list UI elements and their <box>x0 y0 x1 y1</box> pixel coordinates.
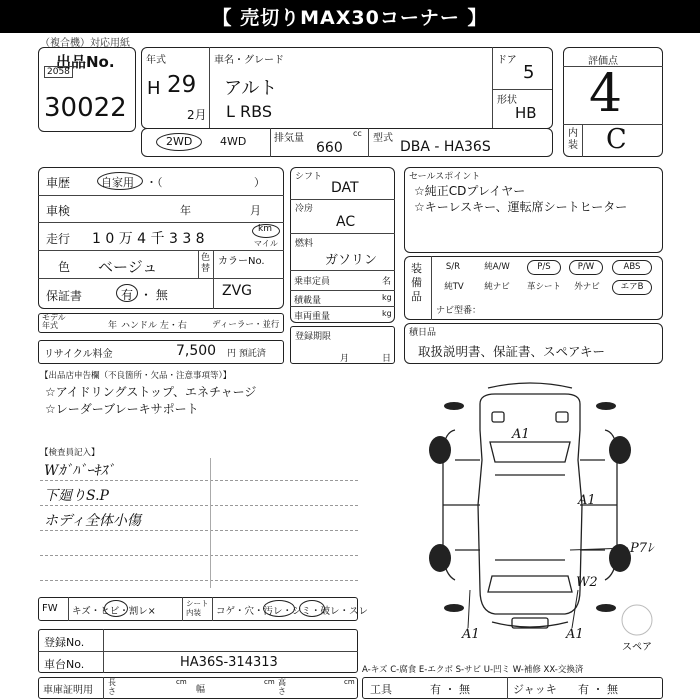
seat-shimi-circle <box>299 600 325 617</box>
inspector-line-3: ホディ全体小傷 <box>44 513 141 529</box>
drive-2wd: 2WD <box>166 135 193 148</box>
warranty-yes: 有 <box>121 288 134 302</box>
capacity-label: 乗車定員 <box>294 277 331 287</box>
chassis-label: 車台No. <box>44 658 85 671</box>
equip-airbag: エアB <box>612 280 652 295</box>
recycle-amount: 7,500 <box>176 343 217 359</box>
equip-ext-navi: 外ナビ <box>574 282 600 292</box>
type-label: 型式 <box>373 133 393 144</box>
banner-title: 【 売切りMAX30コーナー 】 <box>212 7 488 29</box>
mile-unit: マイル <box>254 239 278 248</box>
cert-cm-3: cm <box>344 678 355 686</box>
expiry-day: 日 <box>382 354 392 364</box>
warranty-label: 保証書 <box>46 289 83 303</box>
notes-label: 【出品店申告欄（不良箇所・欠品・注意事項等）】 <box>40 371 232 381</box>
year-value: 29 <box>167 72 197 98</box>
weight-label: 車両重量 <box>294 312 331 322</box>
year-label: 年式 <box>146 55 166 66</box>
cert-length: 長さ <box>108 678 116 696</box>
mark-w2: W2 <box>576 575 598 590</box>
chassis-value: HA36S-314313 <box>180 655 278 670</box>
model-type: DBA - HA36S <box>400 139 491 155</box>
era: H <box>147 78 161 99</box>
history-close: ） <box>254 176 265 189</box>
jack-value: 有 ・ 無 <box>578 683 618 696</box>
equip-abs: ABS <box>612 260 652 275</box>
sales-point-1: ☆純正CDプレイヤー <box>414 184 526 198</box>
score-label: 評価点 <box>588 56 618 67</box>
history-value: 自家用 <box>101 176 134 189</box>
mark-a1-side: A1 <box>578 493 596 508</box>
notes-line-2: ☆レーダーブレーキサポート <box>45 402 199 416</box>
fw-items: キズ・ヒビ・割レ× <box>72 606 156 617</box>
lot-label: 出品No. <box>56 53 115 71</box>
mark-p-rear: P7ﾚ <box>630 541 654 556</box>
expiry-label: 登録期限 <box>295 332 332 342</box>
cert-height: 高さ <box>278 678 286 696</box>
mark-a1-rear-right: A1 <box>566 627 584 642</box>
inspection-month: 月 <box>250 204 261 217</box>
color-change-label: 色替 <box>201 253 211 274</box>
compat-note: （複合機）対応用紙 <box>40 38 130 49</box>
shift-value: DAT <box>331 180 359 196</box>
interior-label: 内装 <box>568 128 578 151</box>
cert-label: 車庫証明用 <box>43 685 93 696</box>
navi-label: ナビ型番： <box>436 306 482 316</box>
grade: L RBS <box>226 102 272 121</box>
mileage-label: 走行 <box>46 232 71 246</box>
equip-navi: 純ナビ <box>484 282 510 292</box>
drive-box <box>141 128 553 157</box>
sales-label: セールスポイント <box>409 172 481 182</box>
drive-4wd: 4WD <box>220 135 247 148</box>
fw-label: FW <box>42 603 58 614</box>
capacity-unit: 名 <box>382 277 392 287</box>
mileage-value: 1 0 万 4 千 3 3 8 <box>92 231 205 247</box>
legend: A-キズ C-腐食 E-エクボ S-サビ U-凹ミ W-補修 XX-交換済 <box>362 665 584 675</box>
history-label: 車歴 <box>46 176 71 190</box>
mark-a1-rear-left: A1 <box>462 627 480 642</box>
displacement-label: 排気量 <box>274 133 304 144</box>
reg-label: 登録No. <box>44 636 85 649</box>
load-label: 積載量 <box>294 296 322 306</box>
sales-point-2: ☆キーレスキー、運転席シートヒーター <box>414 200 628 214</box>
color-no-value: ZVG <box>222 283 253 299</box>
recycle-label: リサイクル料金 <box>44 349 113 360</box>
color-no-label: カラーNo. <box>218 256 265 267</box>
cc-unit: cc <box>353 129 362 138</box>
inspection-year: 年 <box>180 204 191 217</box>
inspector-label: 【検査員記入】 <box>40 448 100 458</box>
car-diagram <box>400 380 675 655</box>
cert-cm-2: cm <box>264 678 275 686</box>
door-count: 5 <box>523 62 535 83</box>
displacement-value: 660 <box>316 140 343 156</box>
score-value: 4 <box>589 64 623 124</box>
ac-label: 冷房 <box>295 204 314 214</box>
name-label: 車名・グレード <box>214 55 284 66</box>
color-label: 色 <box>58 260 71 274</box>
equip-sr: S/R <box>445 262 461 272</box>
seat-label: シート内装 <box>186 599 209 617</box>
equip-pw: P/W <box>569 260 603 275</box>
lot-number: 30022 <box>44 93 127 123</box>
cert-cm-1: cm <box>176 678 187 686</box>
equip-alloy-wheel: 純A/W <box>484 262 510 272</box>
model-row-label: モデル年式 <box>42 313 66 330</box>
jack-label: ジャッキ <box>513 683 557 696</box>
history-extra: ・（ <box>146 176 163 189</box>
door-label: ドア <box>497 55 517 66</box>
recycle-unit: 円 預託済 <box>227 349 266 359</box>
interior-grade: C <box>606 124 627 155</box>
inspection-label: 車検 <box>46 204 71 218</box>
load-unit: kg <box>382 293 392 302</box>
fw-hibi-circle <box>104 600 128 617</box>
cert-width: 幅 <box>196 685 206 695</box>
accessories-value: 取扱説明書、保証書、スペアキー <box>418 344 606 359</box>
shape-value: HB <box>515 104 537 122</box>
handle: ハンドル 左・右 <box>121 321 187 331</box>
equip-tv: 純TV <box>444 282 464 292</box>
spare-label: スペア <box>622 642 652 653</box>
tools-label: 工具 <box>370 683 392 696</box>
km-unit: km <box>258 224 272 234</box>
ac-value: AC <box>336 214 356 230</box>
model-name: アルト <box>224 78 278 99</box>
tools-value: 有 ・ 無 <box>430 683 470 696</box>
expiry-month: 月 <box>340 354 350 364</box>
mark-a1-top: A1 <box>512 427 530 442</box>
weight-unit: kg <box>382 309 392 318</box>
inspector-line-2: 下廻りS.P <box>44 488 109 504</box>
model-row-year: 年 <box>108 321 118 331</box>
lot-sub-number: 2058 <box>44 66 73 78</box>
warranty-no: ・ 無 <box>140 288 168 302</box>
accessories-label: 積日品 <box>409 328 437 338</box>
equipment-label: 装備品 <box>411 262 422 303</box>
notes-line-1: ☆アイドリングストップ、エネチャージ <box>45 385 257 399</box>
equip-leather: 革シート <box>526 282 561 292</box>
dealer: ディーラー・並行 <box>212 320 280 330</box>
seat-items: コゲ・穴・汚レ・シミ・破レ・スレ <box>216 606 369 617</box>
inspector-line-1: Wｶﾞﾊﾞｰｷｽﾞ <box>44 463 115 479</box>
color-value: ベージュ <box>98 258 158 276</box>
shift-label: シフト <box>295 172 323 182</box>
shape-label: 形状 <box>497 95 517 106</box>
seat-yogore-circle <box>263 600 295 617</box>
fuel-label: 燃料 <box>295 239 314 249</box>
month-value: 2月 <box>187 108 207 122</box>
equip-ps: P/S <box>527 260 561 275</box>
fuel-value: ガソリン <box>325 253 378 268</box>
